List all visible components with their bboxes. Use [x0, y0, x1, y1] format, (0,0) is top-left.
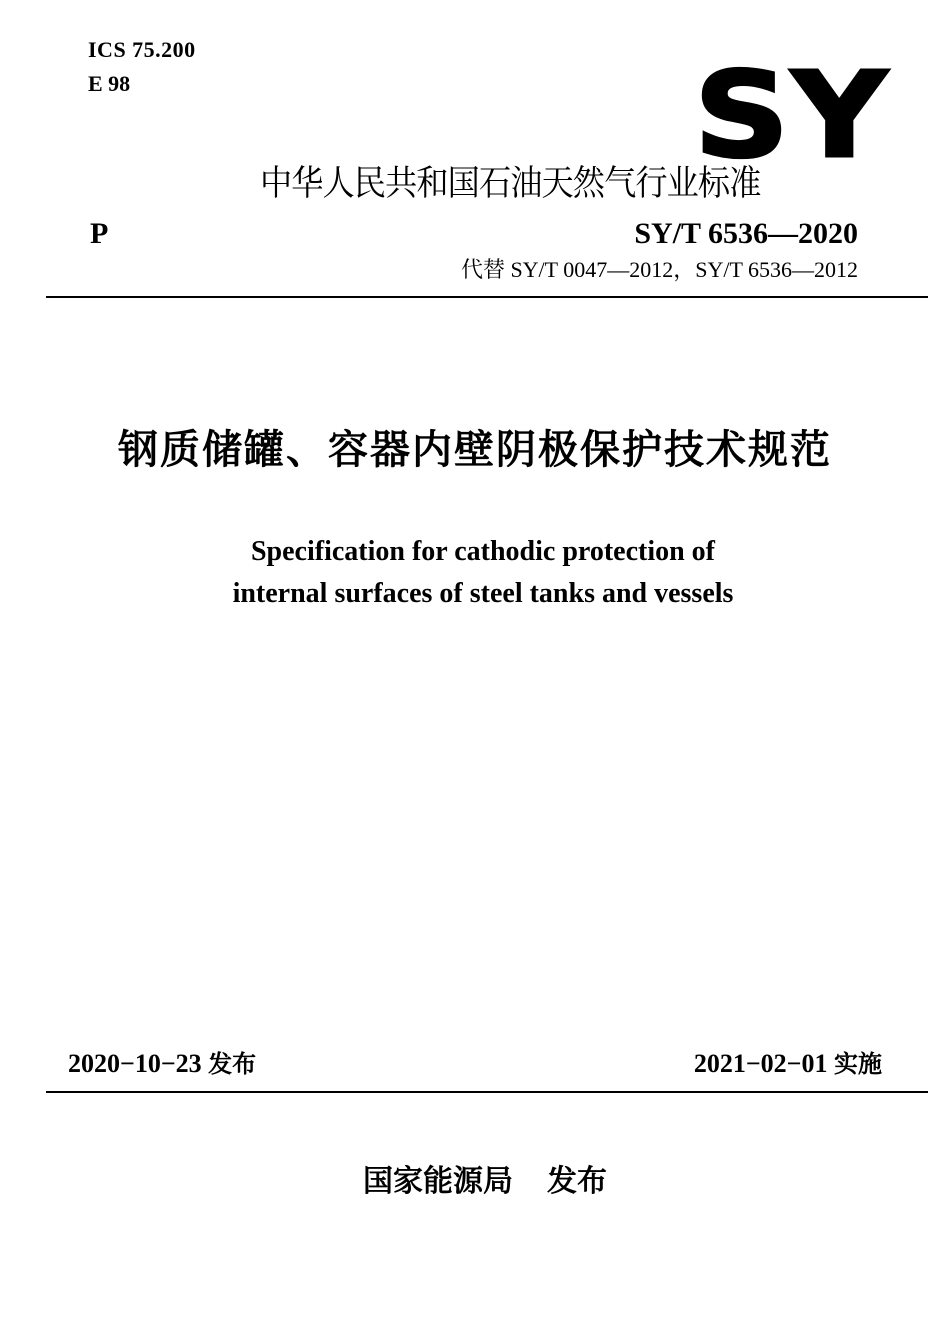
ics-code: ICS 75.200	[88, 37, 196, 62]
implementation-date: 2021−02−01	[693, 1049, 828, 1078]
issue-date-block	[68, 1046, 256, 1082]
sy-logo: SY	[694, 46, 890, 184]
header-divider	[46, 296, 928, 298]
title-english-line1: Specification for cathodic protection of	[250, 536, 715, 567]
title-english-line2: internal surfaces of steel tanks and vessels	[232, 578, 734, 609]
publisher-block	[0, 1160, 950, 1204]
standard-family-name: 中华人民共和国石油天然气行业标准	[260, 164, 761, 204]
standard-number: SY/T 6536—2020	[634, 217, 858, 250]
ccs-code: E 98	[88, 71, 131, 96]
implementation-label: 实施	[834, 1050, 882, 1078]
publish-label: 发布	[547, 1164, 607, 1199]
title-chinese: 钢质储罐、容器内壁阴极保护技术规范	[118, 427, 832, 473]
issue-date: 2020−10−23	[68, 1049, 202, 1078]
issue-label: 发布	[208, 1050, 257, 1078]
replaces-note: 代替 SY/T 0047—2012，SY/T 6536—2012	[460, 257, 858, 282]
publisher-name: 国家能源局	[363, 1164, 513, 1199]
category-letter: P	[90, 217, 109, 250]
dates-divider	[46, 1091, 928, 1093]
implementation-date-block	[694, 1046, 882, 1082]
